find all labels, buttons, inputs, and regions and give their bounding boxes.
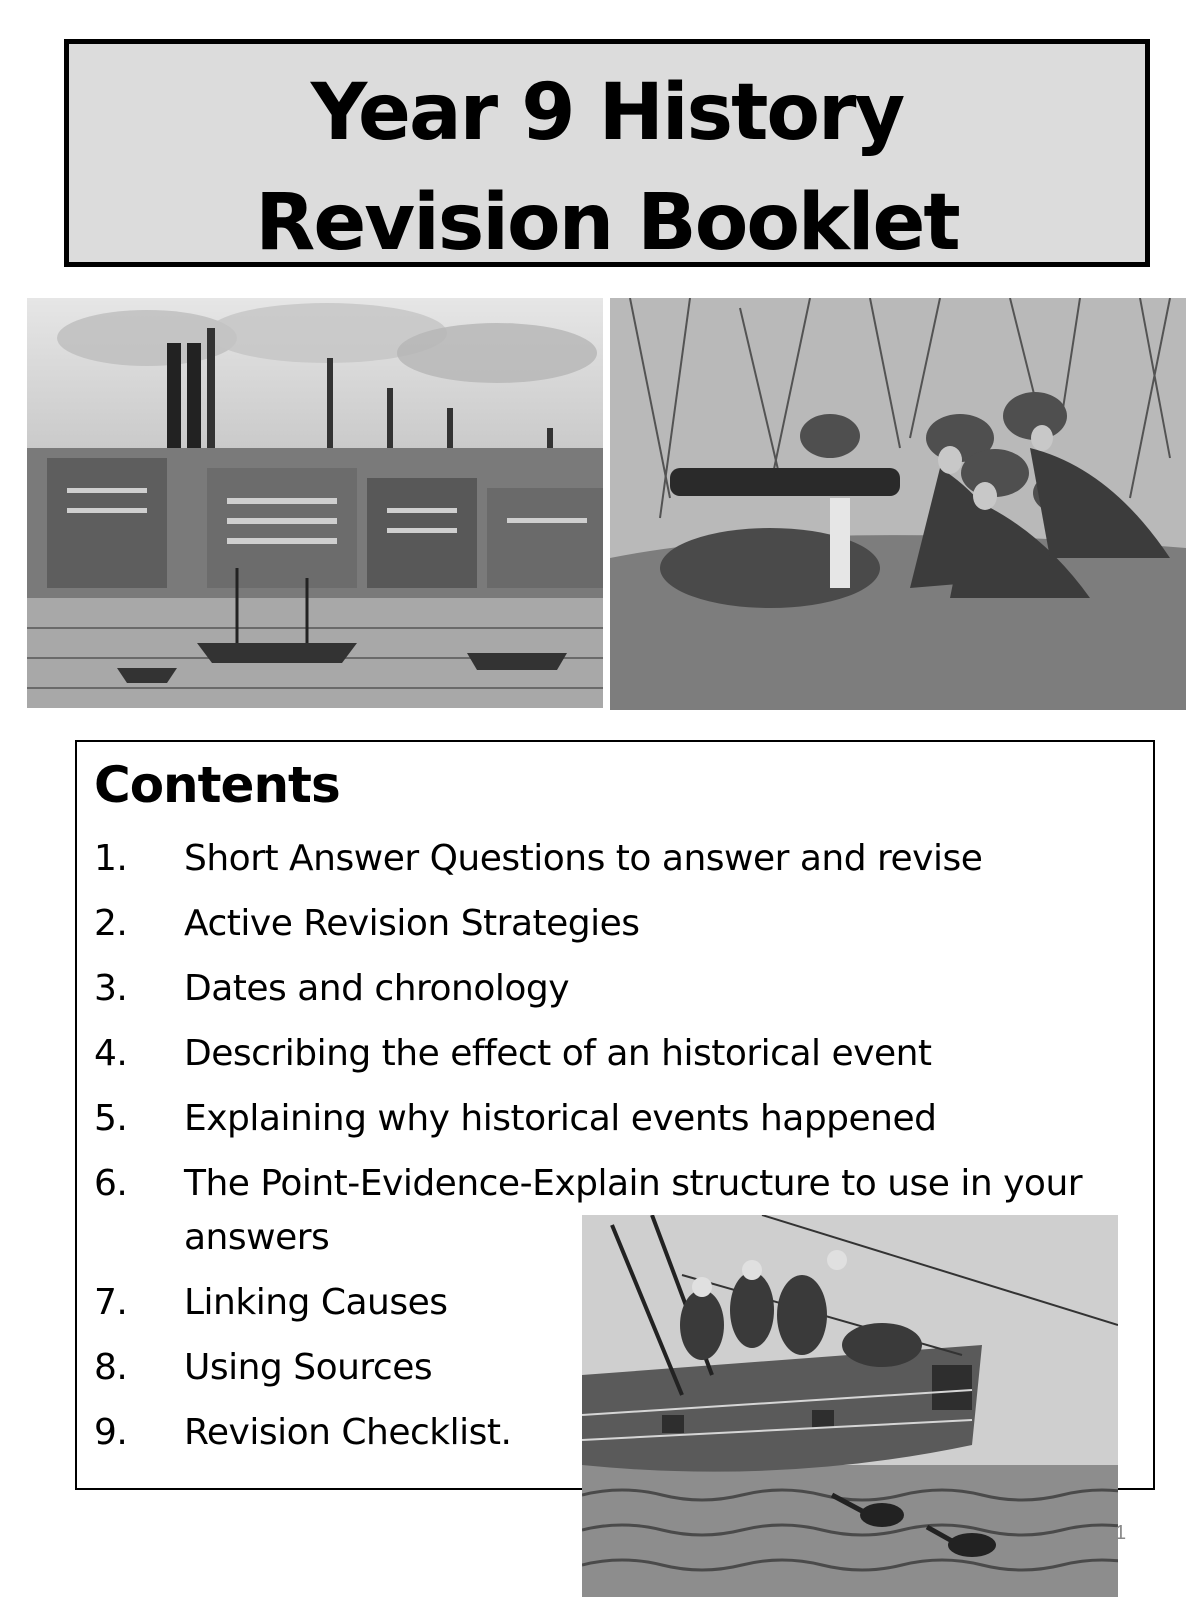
contents-item-text: Describing the effect of an historical event	[184, 1033, 932, 1074]
title-line-2: Revision Booklet	[255, 178, 959, 268]
page-number: 1	[1115, 1522, 1127, 1544]
contents-item	[94, 962, 1184, 1016]
contents-item-text: Using Sources	[184, 1347, 433, 1388]
slave-ship-image	[582, 1215, 1118, 1597]
contents-item	[94, 1092, 1184, 1146]
soldiers-machine-gun-image	[610, 298, 1186, 710]
contents-item-number: 9.	[94, 1412, 128, 1453]
contents-item	[94, 832, 1184, 886]
title-box	[64, 39, 1150, 267]
contents-item-number: 3.	[94, 968, 128, 1009]
contents-item	[94, 897, 1184, 951]
title-line-1: Year 9 History	[310, 68, 904, 158]
contents-item-number: 7.	[94, 1282, 128, 1323]
contents-item-text: Short Answer Questions to answer and revise	[184, 838, 983, 879]
contents-item-text: Explaining why historical events happened	[184, 1098, 937, 1139]
contents-item-text: Revision Checklist.	[184, 1412, 512, 1453]
contents-item	[94, 1027, 1184, 1081]
contents-item-text: The Point-Evidence-Explain structure to use in your answers	[184, 1163, 1083, 1258]
contents-item-number: 6.	[94, 1163, 128, 1204]
contents-heading: Contents	[94, 756, 340, 814]
contents-item-text: Dates and chronology	[184, 968, 570, 1009]
factory-town-image	[27, 298, 603, 708]
contents-item-number: 2.	[94, 903, 128, 944]
contents-item-number: 5.	[94, 1098, 128, 1139]
contents-item-number: 8.	[94, 1347, 128, 1388]
contents-item-number: 1.	[94, 838, 128, 879]
contents-item-text: Linking Causes	[184, 1282, 448, 1323]
contents-item-text: Active Revision Strategies	[184, 903, 640, 944]
contents-item-number: 4.	[94, 1033, 128, 1074]
